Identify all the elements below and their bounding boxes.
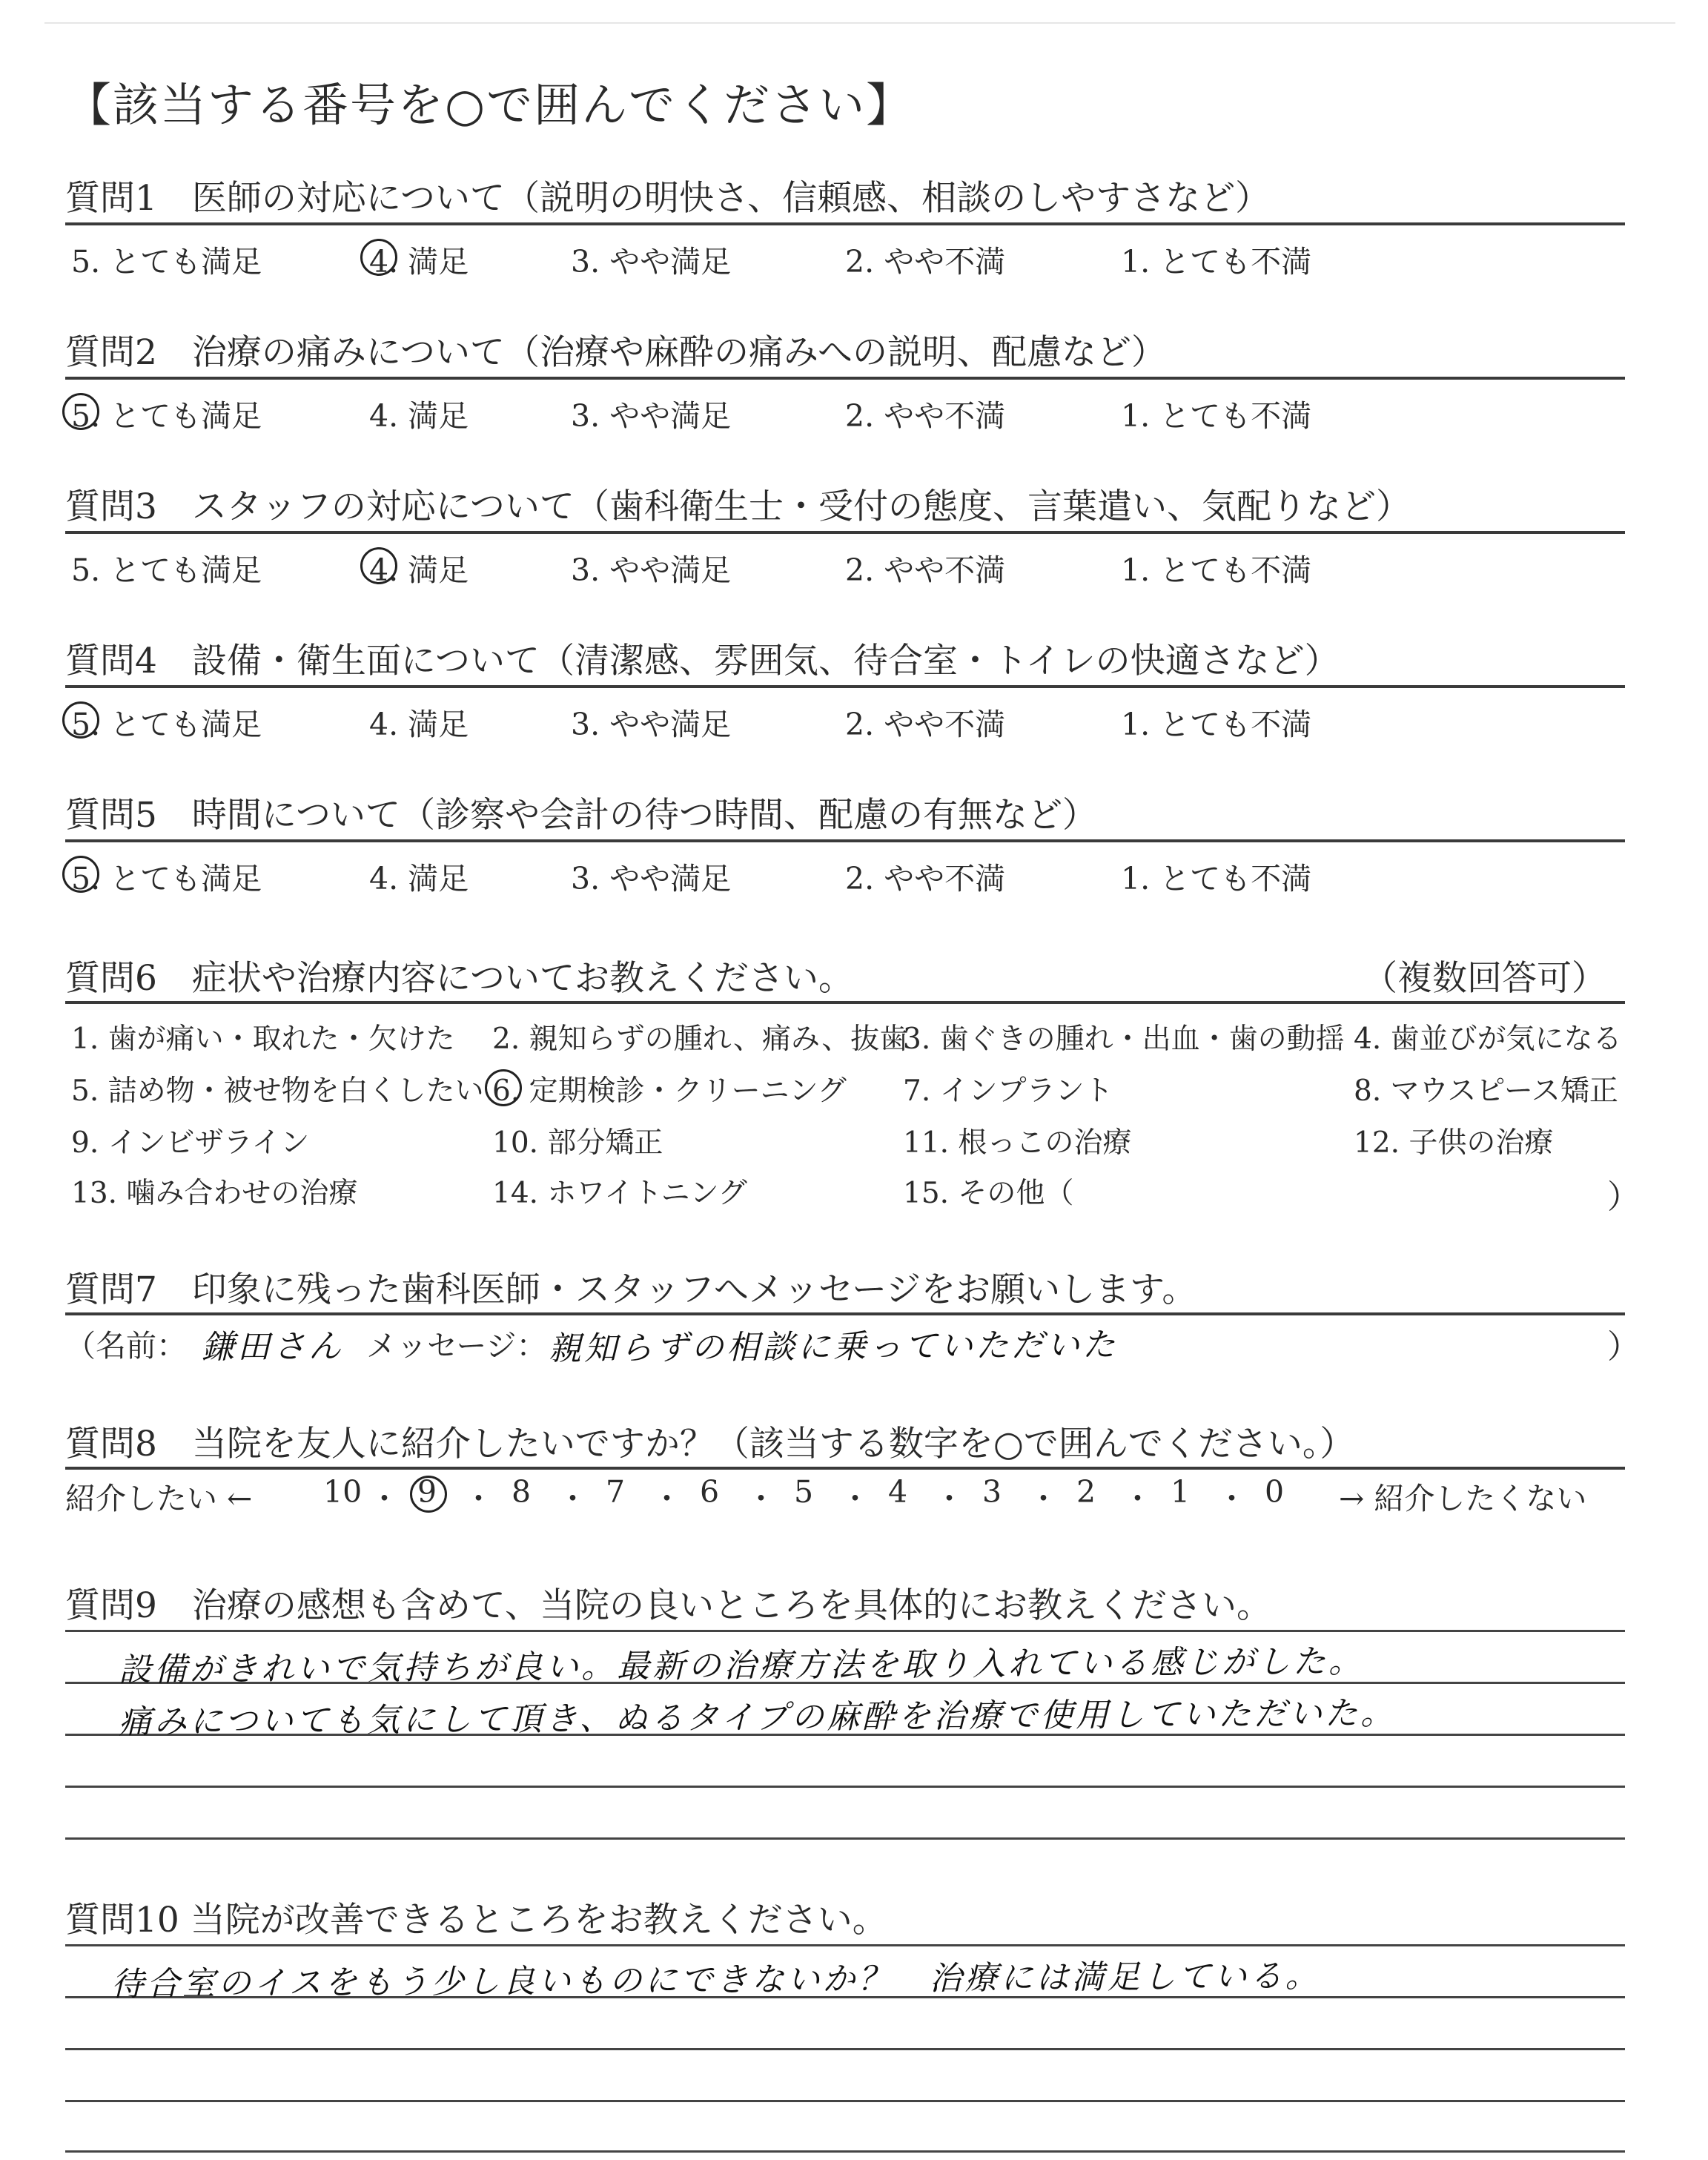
q7-message-value[interactable]: 親知らずの相談に乗っていただいた (548, 1326, 1119, 1368)
q6-option-9[interactable]: 9. インビザライン (71, 1126, 310, 1160)
q4-option-1[interactable]: 1. とても不満 (1121, 707, 1312, 742)
q6-option-8[interactable]: 8. マウスピース矯正 (1354, 1074, 1618, 1108)
q3-heading: 質問3 スタッフの対応について（歯科衛生士・受付の態度、言葉遣い、気配りなど） (65, 486, 1411, 527)
q8-scale-4[interactable]: 4 (888, 1474, 908, 1510)
q4-heading: 質問4 設備・衛生面について（清潔感、雰囲気、待合室・トイレの快適さなど） (65, 641, 1340, 681)
q4-selection-circle (62, 701, 99, 739)
q3-option-4[interactable]: 4. 満足 (369, 552, 469, 588)
q6-heading: 質問6 症状や治療内容についてお教えください。 (65, 958, 853, 999)
q6-option-15[interactable]: 15. その他（ (903, 1177, 1074, 1210)
q7-name-label: （名前： (65, 1328, 187, 1364)
q6-other-close: ） (1607, 1178, 1640, 1216)
q4-option-4[interactable]: 4. 満足 (369, 707, 469, 742)
q5-option-1[interactable]: 1. とても不満 (1121, 861, 1312, 896)
q6-option-1[interactable]: 1. 歯が痛い・取れた・欠けた (71, 1023, 455, 1056)
q2-selection-circle (62, 393, 99, 430)
q8-separator: ・ (1122, 1481, 1153, 1516)
q6-option-5[interactable]: 5. 詰め物・被せ物を白くしたい (71, 1074, 484, 1108)
q8-scale-10[interactable]: 10 (323, 1474, 363, 1510)
q4-option-5[interactable]: 5. とても満足 (71, 707, 262, 742)
q10-answer-1[interactable]: 待合室のイスをもう少し良いものにできないか？ 治療には満足している。 (110, 1957, 1321, 2004)
q3-rule (65, 531, 1625, 534)
q8-scale-8[interactable]: 8 (512, 1474, 532, 1510)
q8-heading: 質問8 当院を友人に紹介したいですか？（該当する数字を○で囲んでください。） (65, 1424, 1355, 1464)
form-title: 【該当する番号を○で囲んでください】 (65, 78, 914, 132)
q7-name-value[interactable]: 鎌田さん (201, 1327, 345, 1367)
q4-option-2[interactable]: 2. やや不満 (845, 707, 1006, 742)
q8-separator: ・ (1217, 1481, 1247, 1516)
q7-heading: 質問7 印象に残った歯科医師・スタッフへメッセージをお願いします。 (65, 1269, 1197, 1310)
q8-separator: ・ (840, 1481, 870, 1516)
q8-scale-2[interactable]: 2 (1076, 1474, 1096, 1510)
q8-left-label: 紹介したい ← (65, 1481, 253, 1516)
q8-scale-7[interactable]: 7 (606, 1474, 626, 1510)
page-top-edge (44, 22, 1675, 24)
q8-separator: ・ (934, 1481, 964, 1516)
q8-selection-circle (410, 1476, 447, 1513)
q9-line-4 (65, 1837, 1625, 1840)
q8-separator: ・ (652, 1481, 682, 1516)
q6-option-2[interactable]: 2. 親知らずの腫れ、痛み、抜歯 (492, 1023, 909, 1056)
q1-selection-circle (360, 239, 397, 276)
q1-option-1[interactable]: 1. とても不満 (1121, 244, 1312, 280)
q10-line-0 (65, 1944, 1625, 1946)
q2-option-2[interactable]: 2. やや不満 (845, 398, 1006, 434)
q1-option-5[interactable]: 5. とても満足 (71, 244, 262, 280)
q10-line-4 (65, 2150, 1625, 2153)
q1-option-3[interactable]: 3. やや満足 (571, 244, 732, 280)
q3-option-5[interactable]: 5. とても満足 (71, 552, 262, 588)
q5-heading: 質問5 時間について（診察や会計の待つ時間、配慮の有無など） (65, 795, 1097, 836)
q6-option-6[interactable]: 6. 定期検診・クリーニング (492, 1074, 847, 1108)
q8-separator: ・ (463, 1481, 494, 1516)
q6-option-10[interactable]: 10. 部分矯正 (492, 1126, 663, 1160)
q2-option-1[interactable]: 1. とても不満 (1121, 398, 1312, 434)
q6-option-7[interactable]: 7. インプラント (903, 1074, 1113, 1108)
q6-note: （複数回答可） (1363, 958, 1606, 999)
q8-scale-3[interactable]: 3 (982, 1474, 1002, 1510)
q1-rule (65, 222, 1625, 225)
q6-option-13[interactable]: 13. 噛み合わせの治療 (71, 1177, 358, 1210)
q6-option-11[interactable]: 11. 根っこの治療 (903, 1126, 1132, 1160)
q6-option-12[interactable]: 12. 子供の治療 (1354, 1126, 1554, 1160)
q2-option-3[interactable]: 3. やや満足 (571, 398, 732, 434)
q8-scale-5[interactable]: 5 (794, 1474, 814, 1510)
q3-option-1[interactable]: 1. とても不満 (1121, 552, 1312, 588)
q5-option-3[interactable]: 3. やや満足 (571, 861, 732, 896)
q6-option-3[interactable]: 3. 歯ぐきの腫れ・出血・歯の動揺 (903, 1023, 1345, 1056)
q5-rule (65, 839, 1625, 842)
q8-right-label: → 紹介したくない (1339, 1481, 1587, 1516)
q8-scale-6[interactable]: 6 (700, 1474, 720, 1510)
q9-answer-2[interactable]: 痛みについても気にして頂き、ぬるタイプの麻酔を治療で使用していただいた。 (118, 1694, 1397, 1742)
q8-separator: ・ (1028, 1481, 1059, 1516)
q2-option-4[interactable]: 4. 満足 (369, 398, 469, 434)
q1-option-2[interactable]: 2. やや不満 (845, 244, 1006, 280)
q2-option-5[interactable]: 5. とても満足 (71, 398, 262, 434)
q5-option-5[interactable]: 5. とても満足 (71, 861, 262, 896)
q9-line-0 (65, 1630, 1625, 1632)
q6-option-14[interactable]: 14. ホワイトニング (492, 1177, 747, 1210)
q7-message-label: メッセージ： (366, 1328, 547, 1364)
q3-selection-circle (360, 547, 397, 584)
q9-line-3 (65, 1786, 1625, 1788)
q5-option-4[interactable]: 4. 満足 (369, 861, 469, 896)
q6-option-4[interactable]: 4. 歯並びが気になる (1354, 1023, 1622, 1056)
q10-line-3 (65, 2100, 1625, 2102)
q4-option-3[interactable]: 3. やや満足 (571, 707, 732, 742)
q6-rule (65, 1001, 1625, 1004)
q10-line-2 (65, 2048, 1625, 2050)
q8-separator: ・ (746, 1481, 776, 1516)
q4-rule (65, 685, 1625, 688)
q7-rule (65, 1312, 1625, 1315)
q8-scale-0[interactable]: 0 (1265, 1474, 1285, 1510)
q8-separator: ・ (557, 1481, 588, 1516)
q3-option-3[interactable]: 3. やや満足 (571, 552, 732, 588)
q1-option-4[interactable]: 4. 満足 (369, 244, 469, 280)
q9-answer-1[interactable]: 設備がきれいで気持ちが良い。最新の治療方法を取り入れている感じがした。 (118, 1642, 1365, 1689)
q2-heading: 質問2 治療の痛みについて（治療や麻酔の痛みへの説明、配慮など） (65, 332, 1167, 373)
q7-close: ） (1607, 1328, 1640, 1366)
q5-option-2[interactable]: 2. やや不満 (845, 861, 1006, 896)
q10-heading: 質問10 当院が改善できるところをお教えください。 (65, 1900, 887, 1941)
q6-selection-circle (485, 1069, 522, 1106)
q8-scale-9[interactable]: 9 (417, 1474, 437, 1510)
q3-option-2[interactable]: 2. やや不満 (845, 552, 1006, 588)
q9-heading: 質問9 治療の感想も含めて、当院の良いところを具体的にお教えください。 (65, 1585, 1271, 1626)
q8-separator: ・ (369, 1481, 400, 1516)
q8-scale-1[interactable]: 1 (1171, 1474, 1191, 1510)
q1-heading: 質問1 医師の対応について（説明の明快さ、信頼感、相談のしやすさなど） (65, 178, 1271, 219)
q8-rule (65, 1467, 1625, 1470)
q5-selection-circle (62, 856, 99, 893)
q2-rule (65, 377, 1625, 380)
